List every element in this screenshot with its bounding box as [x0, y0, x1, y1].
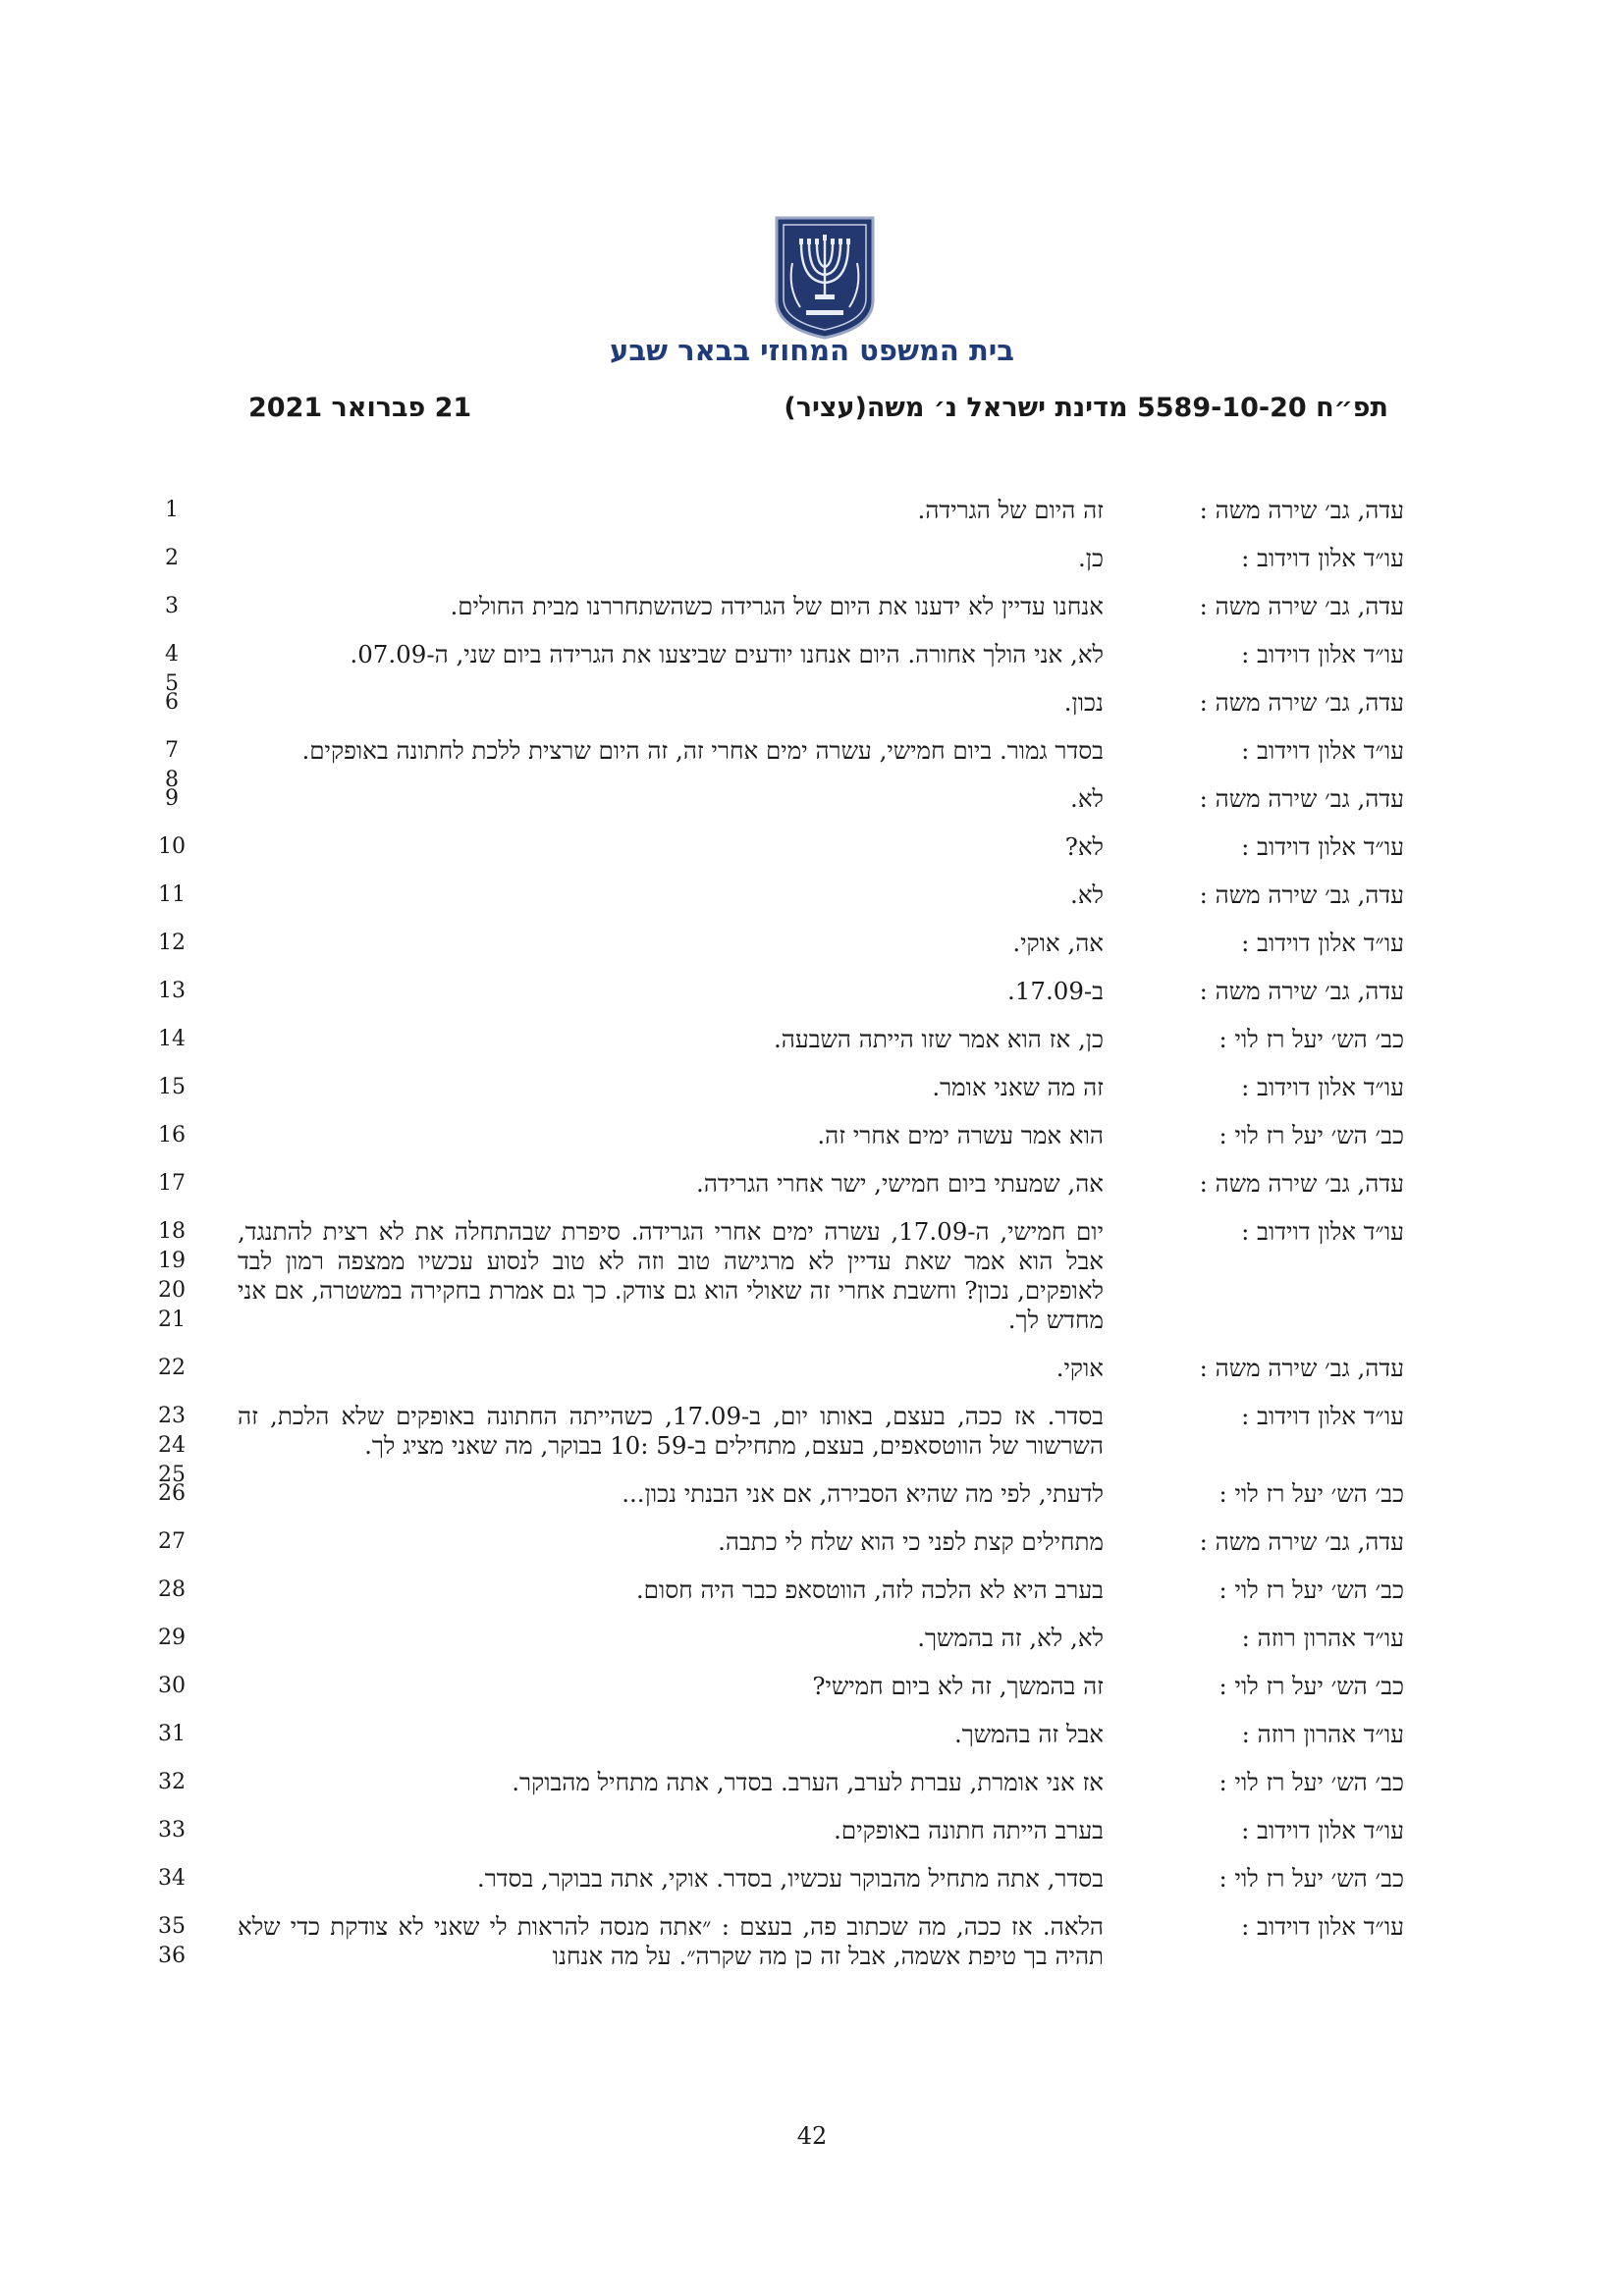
- speaker-label: עדה, גב׳ שירה משה :: [1199, 592, 1404, 620]
- line-number: 27: [158, 1529, 186, 1554]
- speaker-label: כב׳ הש׳ יעל רז לוי :: [1218, 1479, 1404, 1508]
- line-numbers: [152, 1025, 191, 1054]
- line-number: 12: [158, 931, 186, 955]
- line-number: 36: [158, 1944, 186, 1968]
- transcript-turn: [0, 688, 1624, 718]
- speaker-label: עדה, גב׳ שירה משה :: [1199, 496, 1404, 524]
- speech-text: אה, שמעתי ביום חמישי, ישר אחרי הגרידה.: [696, 1169, 1104, 1198]
- speaker-label: כב׳ הש׳ יעל רז לוי :: [1218, 1864, 1404, 1893]
- speech-text: לא.: [1070, 784, 1104, 813]
- line-numbers: [152, 929, 191, 958]
- line-numbers: [152, 784, 191, 814]
- transcript-turn: [0, 832, 1624, 862]
- line-numbers: [152, 496, 191, 525]
- speaker-label: עדה, גב׳ שירה משה :: [1199, 1527, 1404, 1556]
- line-numbers: [152, 544, 191, 573]
- line-number: 15: [158, 1075, 186, 1099]
- line-number: 23: [158, 1404, 186, 1428]
- transcript-turn: [0, 1402, 1624, 1487]
- transcript-turn: [0, 1025, 1624, 1054]
- speech-text: אוקי.: [1056, 1354, 1104, 1382]
- line-numbers: [152, 1073, 191, 1102]
- speaker-label: עו״ד אהרון רוזה :: [1241, 1720, 1404, 1748]
- transcript-turn: [0, 784, 1624, 814]
- transcript-turn: [0, 1575, 1624, 1605]
- line-numbers: [152, 1575, 191, 1605]
- speaker-label: עדה, גב׳ שירה משה :: [1199, 881, 1404, 909]
- speaker-label: עו״ד אלון דוידוב :: [1241, 544, 1404, 572]
- line-number: 13: [158, 979, 186, 1003]
- transcript-turn: [0, 929, 1624, 958]
- speech-text: מתחילים קצת לפני כי הוא שלח לי כתבה.: [718, 1527, 1104, 1556]
- speaker-label: עו״ד אלון דוידוב :: [1241, 1073, 1404, 1101]
- line-number: 9: [165, 786, 179, 811]
- case-title: תפ״ח 5589-10-20 מדינת ישראל נ׳ משה(עציר): [784, 393, 1388, 423]
- line-number: 24: [158, 1433, 186, 1458]
- line-number: 11: [158, 882, 186, 907]
- transcript-turn: [0, 1768, 1624, 1797]
- line-numbers: [152, 688, 191, 718]
- transcript-turn: [0, 1479, 1624, 1509]
- line-numbers: [152, 1354, 191, 1383]
- speech-text: בסדר. אז ככה, בעצם, באותו יום, ב-17.09, כשהייתה החתונה באופקים שלא הלכת, זה השרשור של הווטסאפים, בעצם, מתחילים ב-59 :10 בבוקר, מה שאני מציג לך.: [238, 1402, 1104, 1460]
- menorah-emblem-icon: [771, 214, 879, 340]
- speech-text: יום חמישי, ה-17.09, עשרה ימים אחרי הגרידה. סיפרת שבהתחלה את לא רצית להתנגד, אבל הוא אמר שאת עדיין לא מרגישה טוב וזה לא טוב לנסוע עכשיו ממצפה רמון לבד לאופקים, נכון? וחשבת אחרי זה שאולי הוא גם צודק. כך גם אמרת בחקירה במשטרה, אם אני מחדש לך.: [238, 1217, 1104, 1334]
- transcript-turn: [0, 496, 1624, 525]
- speech-text: זה מה שאני אומר.: [932, 1073, 1104, 1101]
- line-number: 29: [158, 1626, 186, 1650]
- transcript-turn: [0, 1864, 1624, 1894]
- line-numbers: [152, 881, 191, 910]
- transcript-turn: [0, 1073, 1624, 1102]
- transcript-turn: [0, 640, 1624, 696]
- speech-text: כן.: [1077, 544, 1104, 572]
- transcript-turn: [0, 1720, 1624, 1749]
- speaker-label: עו״ד אלון דוידוב :: [1241, 640, 1404, 668]
- line-number: 33: [158, 1818, 186, 1842]
- line-numbers: [152, 1672, 191, 1701]
- speech-text: בסדר גמור. ביום חמישי, עשרה ימים אחרי זה, זה היום שרצית ללכת לחתונה באופקים.: [301, 736, 1104, 765]
- transcript-turn: [0, 1527, 1624, 1557]
- page-number: 42: [796, 2122, 828, 2150]
- line-numbers: [152, 1121, 191, 1150]
- transcript-turn: [0, 1816, 1624, 1845]
- line-number: 10: [158, 834, 186, 859]
- transcript-turn: [0, 881, 1624, 910]
- line-numbers: [152, 1864, 191, 1894]
- line-numbers: [152, 1912, 191, 1971]
- transcript-turn: [0, 736, 1624, 792]
- speech-text: לא.: [1070, 881, 1104, 909]
- line-number: 17: [158, 1171, 186, 1196]
- line-number: 20: [158, 1278, 186, 1303]
- speaker-label: עו״ד אלון דוידוב :: [1241, 1816, 1404, 1844]
- line-numbers: [152, 1720, 191, 1749]
- speech-text: הלאה. אז ככה, מה שכתוב פה, בעצם : ״אתה מנסה להראות לי שאני לא צודקת כדי שלא תהיה בך טיפת אשמה, אבל זה כן מה שקרה״. על מה אנחנו: [238, 1912, 1104, 1970]
- transcript-turn: [0, 977, 1624, 1006]
- line-number: 30: [158, 1674, 186, 1698]
- line-numbers: [152, 832, 191, 862]
- speaker-label: עדה, גב׳ שירה משה :: [1199, 784, 1404, 813]
- transcript-turn: [0, 1169, 1624, 1199]
- line-number: 1: [165, 498, 179, 522]
- line-numbers: [152, 1768, 191, 1797]
- speaker-label: עו״ד אלון דוידוב :: [1241, 1912, 1404, 1941]
- line-number: 21: [158, 1308, 186, 1332]
- line-number: 3: [165, 594, 179, 618]
- speaker-label: עדה, גב׳ שירה משה :: [1199, 1169, 1404, 1198]
- transcript-turn: [0, 1217, 1624, 1335]
- speaker-label: כב׳ הש׳ יעל רז לוי :: [1218, 1121, 1404, 1149]
- speech-text: לא, אני הולך אחורה. היום אנחנו יודעים שביצעו את הגרידה ביום שני, ה-07.09.: [350, 640, 1104, 668]
- line-number: 5: [165, 671, 179, 696]
- transcript-turn: [0, 1121, 1624, 1150]
- line-number: 14: [158, 1027, 186, 1051]
- speaker-label: עו״ד אלון דוידוב :: [1241, 1402, 1404, 1430]
- transcript: [0, 496, 1624, 1990]
- speaker-label: עדה, גב׳ שירה משה :: [1199, 688, 1404, 717]
- line-number: 35: [158, 1914, 186, 1939]
- speech-text: כן, אז הוא אמר שזו הייתה השבעה.: [773, 1025, 1104, 1053]
- speech-text: לא, לא, זה בהמשך.: [917, 1624, 1104, 1652]
- speech-text: לדעתי, לפי מה שהיא הסבירה, אם אני הבנתי נכון...: [622, 1479, 1104, 1508]
- line-number: 28: [158, 1577, 186, 1602]
- line-numbers: [152, 1816, 191, 1845]
- speech-text: לא?: [1064, 832, 1104, 861]
- speech-text: אה, אוקי.: [1012, 929, 1104, 957]
- hearing-date: 21 פברואר 2021: [248, 393, 472, 423]
- speaker-label: עו״ד אלון דוידוב :: [1241, 832, 1404, 861]
- line-number: 18: [158, 1219, 186, 1244]
- speech-text: בערב הייתה חתונה באופקים.: [834, 1816, 1104, 1844]
- line-number: 26: [158, 1481, 186, 1506]
- speaker-label: כב׳ הש׳ יעל רז לוי :: [1218, 1025, 1404, 1053]
- line-numbers: [152, 1624, 191, 1653]
- speaker-label: עדה, גב׳ שירה משה :: [1199, 977, 1404, 1005]
- speech-text: נכון.: [1063, 688, 1104, 717]
- court-name: בית המשפט המחוזי בבאר שבע: [610, 334, 1014, 367]
- line-numbers: [152, 1402, 191, 1490]
- line-number: 16: [158, 1123, 186, 1148]
- speaker-label: עו״ד אלון דוידוב :: [1241, 929, 1404, 957]
- speech-text: זה בהמשך, זה לא ביום חמישי?: [812, 1672, 1104, 1700]
- transcript-turn: [0, 1354, 1624, 1383]
- transcript-turn: [0, 1912, 1624, 1971]
- line-number: 34: [158, 1866, 186, 1891]
- transcript-turn: [0, 544, 1624, 573]
- line-numbers: [152, 1479, 191, 1509]
- line-number: 19: [158, 1249, 186, 1273]
- speaker-label: עו״ד אלון דוידוב :: [1241, 736, 1404, 765]
- line-number: 2: [165, 546, 179, 570]
- speaker-label: כב׳ הש׳ יעל רז לוי :: [1218, 1672, 1404, 1700]
- speech-text: אנחנו עדיין לא ידענו את היום של הגרידה כשהשתחררנו מבית החולים.: [450, 592, 1104, 620]
- speaker-label: עו״ד אלון דוידוב :: [1241, 1217, 1404, 1246]
- transcript-turn: [0, 1624, 1624, 1653]
- line-numbers: [152, 1217, 191, 1335]
- line-number: 22: [158, 1356, 186, 1380]
- speech-text: בערב היא לא הלכה לזה, הווטסאפ כבר היה חסום.: [635, 1575, 1104, 1604]
- line-number: 32: [158, 1770, 186, 1794]
- speech-text: אבל זה בהמשך.: [953, 1720, 1104, 1748]
- line-number: 8: [165, 768, 179, 792]
- line-numbers: [152, 1527, 191, 1557]
- line-number: 31: [158, 1722, 186, 1746]
- speaker-label: עדה, גב׳ שירה משה :: [1199, 1354, 1404, 1382]
- speaker-label: כב׳ הש׳ יעל רז לוי :: [1218, 1768, 1404, 1796]
- line-number: 6: [165, 690, 179, 715]
- line-numbers: [152, 1169, 191, 1199]
- line-number: 4: [165, 642, 179, 667]
- transcript-turn: [0, 592, 1624, 621]
- speaker-label: עו״ד אהרון רוזה :: [1241, 1624, 1404, 1652]
- speech-text: ב-17.09.: [1006, 977, 1104, 1005]
- line-number: 7: [165, 738, 179, 763]
- line-numbers: [152, 592, 191, 621]
- transcript-turn: [0, 1672, 1624, 1701]
- speech-text: הוא אמר עשרה ימים אחרי זה.: [817, 1121, 1104, 1149]
- speech-text: בסדר, אתה מתחיל מהבוקר עכשיו, בסדר. אוקי, אתה בבוקר, בסדר.: [476, 1864, 1104, 1893]
- speaker-label: כב׳ הש׳ יעל רז לוי :: [1218, 1575, 1404, 1604]
- line-number: 25: [158, 1463, 186, 1487]
- speech-text: זה היום של הגרידה.: [917, 496, 1104, 524]
- line-numbers: [152, 977, 191, 1006]
- speech-text: אז אני אומרת, עברת לערב, הערב. בסדר, אתה מתחיל מהבוקר.: [512, 1768, 1104, 1796]
